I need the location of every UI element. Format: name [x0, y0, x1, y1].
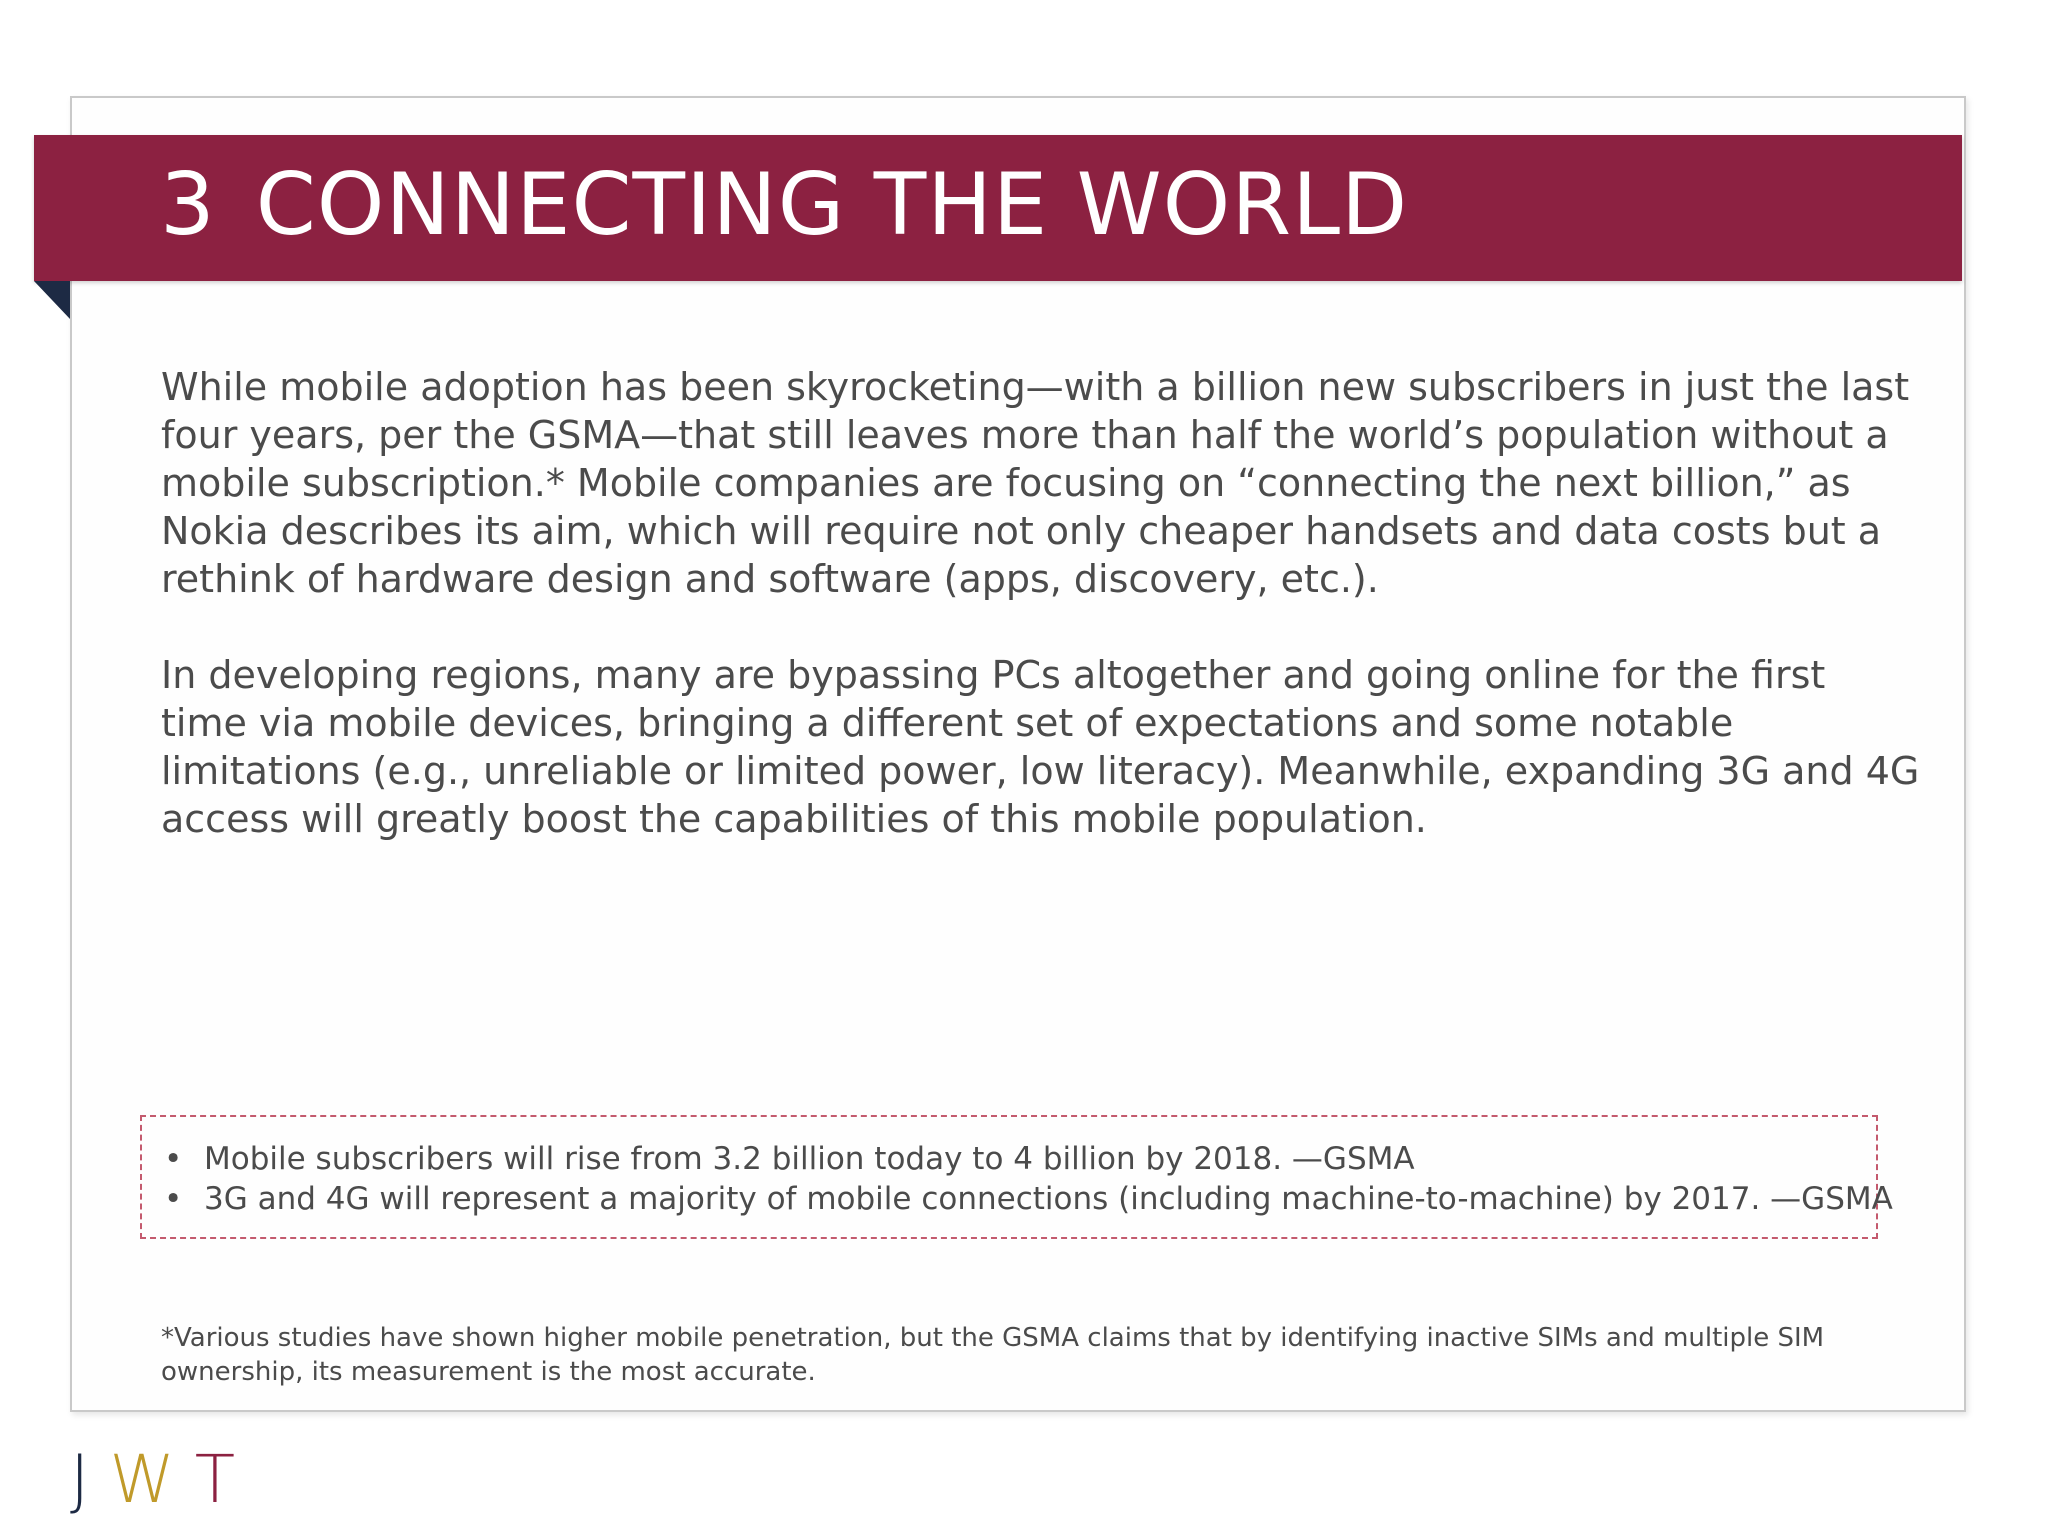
- fact-text: 3G and 4G will represent a majority of mobile connections (including machine-to-machine) by 2017. —GSMA: [204, 1181, 1893, 1217]
- section-number: 3: [160, 155, 216, 255]
- footnote: *Various studies have shown higher mobile penetration, but the GSMA claims that by identifying inactive SIMs and multiple SIM ownership, its measurement is the most accurate.: [161, 1323, 1825, 1387]
- slide-title: [160, 155, 1408, 255]
- fact-item: [164, 1179, 1893, 1219]
- fact-item: [164, 1139, 1893, 1179]
- fact-text: Mobile subscribers will rise from 3.2 billion today to 4 billion by 2018. —GSMA: [204, 1141, 1415, 1177]
- jwt-logo: [70, 1440, 255, 1520]
- logo-letter-j: J: [70, 1441, 110, 1518]
- banner-fold-corner: [34, 281, 70, 319]
- key-facts-list: [164, 1139, 1893, 1219]
- title-label: CONNECTING THE WORLD: [255, 155, 1409, 255]
- logo-letter-t: T: [194, 1441, 256, 1518]
- bullet-icon: •: [164, 1141, 183, 1177]
- body-paragraph-1: While mobile adoption has been skyrocketing—with a billion new subscribers in just the last four years, per the GSMA—that still leaves more than half the world’s population without a mobile subscription.* Mobile companies are focusing on “connecting the next billion,” as Nokia describes its aim, which will require not only cheaper handsets and data costs but a rethink of hardware design and software (apps, discovery, etc.).: [161, 365, 1910, 601]
- logo-letter-w: W: [109, 1441, 195, 1518]
- bullet-icon: •: [164, 1181, 183, 1217]
- key-facts-box: [140, 1115, 1893, 1239]
- body-paragraph-2: In developing regions, many are bypassing PCs altogether and going online for the first time via mobile devices, bringing a different set of expectations and some notable limitations (e.g., unreliable or limited power, low literacy). Meanwhile, expanding 3G and 4G access will greatly boost the capabilities of this mobile population.: [161, 653, 1920, 841]
